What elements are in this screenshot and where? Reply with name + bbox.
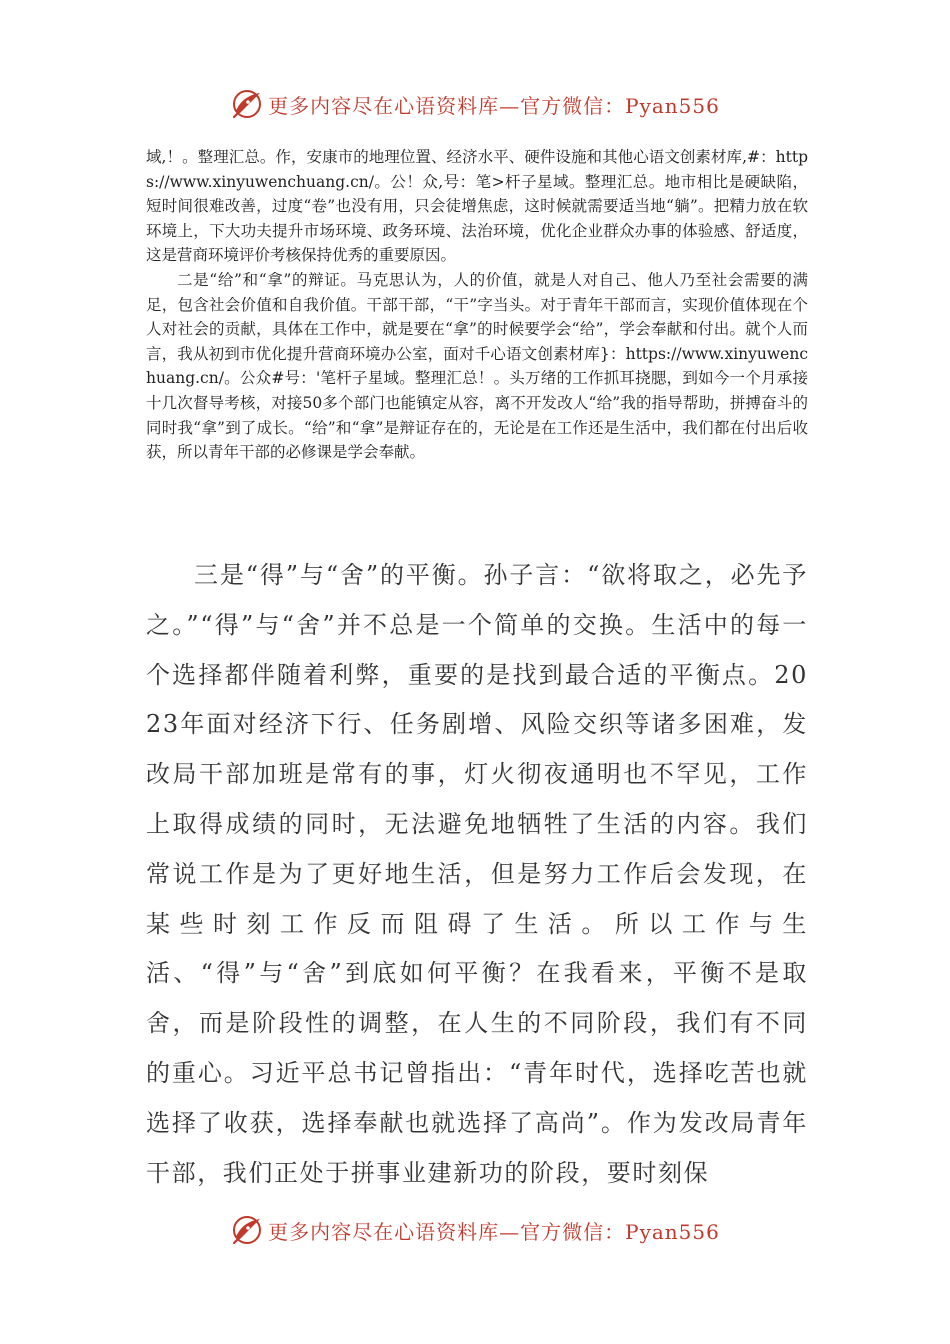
header-banner <box>0 84 950 124</box>
paragraph-2: 二是“给”和“拿”的辩证。马克思认为，人的价值，就是人对自己、他人乃至社会需要的满足，包含社会价值和自我价值。干部干部，“干”字当头。对于青年干部而言，实现价值体现在个人对社会的贡献，具体在工作中，就是要在“拿”的时候要学会“给”，学会奉献和付出。就个人而言，我从初到市优化提升营商环境办公室，面对千心语文创素材库}：https://www.xinyuwenchuang.cn/。公众#号：'笔杆子星域。整理汇总！。头万绪的工作抓耳挠腮，到如今一个月承接十几次督导考核，对接50多个部门也能镇定从容，离不开发改人“给”我的指导帮助，拼搏奋斗的同时我“拿”到了成长。“给”和“拿”是辩证存在的，无论是在工作还是生活中，我们都在付出后收获，所以青年干部的必修课是学会奉献。 <box>146 270 808 462</box>
banner-separator: — <box>499 93 521 118</box>
paragraph-1: 域,！。整理汇总。作，安康市的地理位置、经济水平、硬件设施和其他心语文创素材库,#：https://www.xinyuwenchuang.cn/。公！众,号：笔>杆子星域。整理汇总。地市相比是硬缺陷，短时间很难改善，过度“卷”也没有用，只会徒增焦虑，这时候就需要适当地“躺”。把精力放在软环境上，下大功夫提升市场环境、政务环境、法治环境，优化企业群众办事的体验感、舒适度，这是营商环境评价考核保持优秀的重要原因。 <box>146 148 808 265</box>
pen-nib-logo-icon <box>230 87 264 121</box>
body-large-text <box>146 551 808 1198</box>
banner-wechat: 官方微信：Pyan556 <box>520 93 720 118</box>
pen-nib-logo-icon <box>230 1213 264 1247</box>
paragraph-3: 三是“得”与“舍”的平衡。孙子言：“欲将取之，必先予之。”“得”与“舍”并不总是一个简单的交换。生活中的每一个选择都伴随着利弊，重要的是找到最合适的平衡点。2023年面对经济下行、任务剧增、风险交织等诸多困难，发改局干部加班是常有的事，灯火彻夜通明也不罕见，工作上取得成绩的同时，无法避免地牺牲了生活的内容。我们常说工作是为了更好地生活，但是努力工作后会发现，在某些时刻工作反而阻碍了生活。所以工作与生活、“得”与“舍”到底如何平衡？在我看来，平衡不是取舍，而是阶段性的调整，在人生的不同阶段，我们有不同的重心。习近平总书记曾指出：“青年时代，选择吃苦也就选择了收获，选择奉献也就选择了高尚”。作为发改局青年干部，我们正处于拼事业建新功的阶段，要时刻保 <box>146 561 808 1187</box>
banner-slogan: 更多内容尽在心语资料库 <box>268 1219 500 1244</box>
body-small-text <box>146 145 808 465</box>
banner-separator: — <box>499 1219 521 1244</box>
banner-wechat: 官方微信：Pyan556 <box>520 1219 720 1244</box>
header-banner-text <box>268 90 720 119</box>
footer-banner-text <box>268 1216 720 1245</box>
banner-slogan: 更多内容尽在心语资料库 <box>268 93 500 118</box>
footer-banner <box>0 1210 950 1250</box>
